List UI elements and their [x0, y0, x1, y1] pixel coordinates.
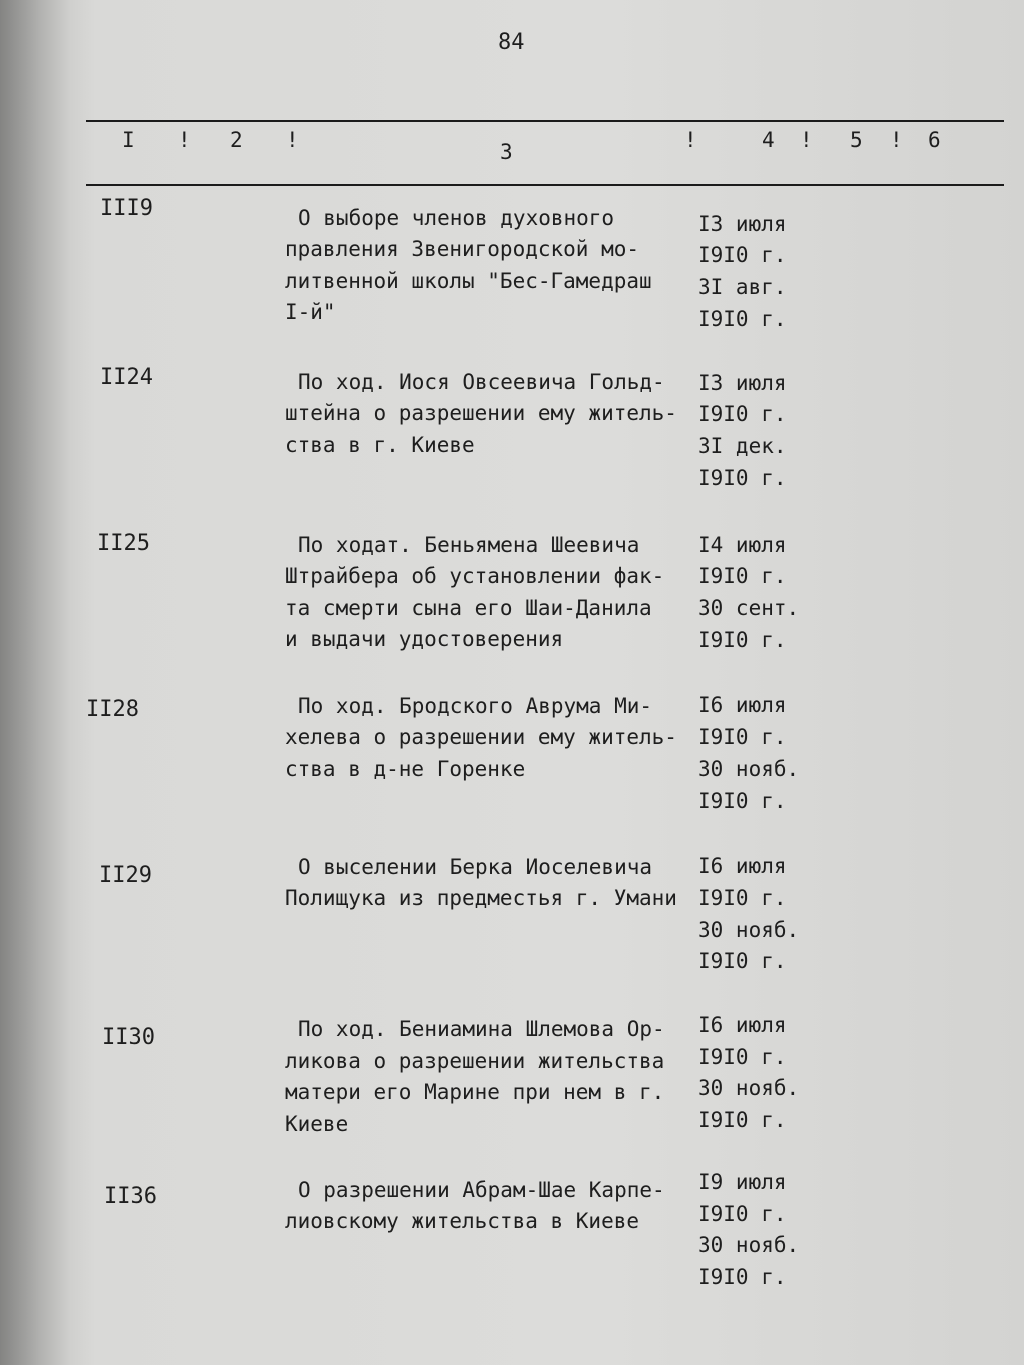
header-bottom-rule [86, 184, 1004, 186]
binding-shadow [0, 0, 70, 1365]
record-date-line: 30 нояб. [698, 918, 800, 942]
record-description-line: хелева о разрешении ему житель- [285, 725, 677, 749]
record-description-line: та смерти сына его Шаи-Данила [285, 596, 652, 620]
record-date-line: I9I0 г. [698, 466, 787, 490]
header-separator: ! [178, 128, 191, 152]
record-description-line: I-й" [285, 300, 336, 324]
record-number: II25 [97, 531, 150, 556]
record-date-line: I6 июля [698, 854, 787, 878]
record-date-line: I9I0 г. [698, 628, 787, 652]
record-number: III9 [100, 196, 153, 221]
record-number: II24 [100, 365, 153, 390]
header-col-2: 2 [230, 128, 243, 152]
record-number: II28 [86, 697, 139, 722]
record-description-line: штейна о разрешении ему житель- [285, 401, 677, 425]
record-description-line: По ход. Бениамина Шлемова Ор- [298, 1017, 665, 1041]
header-col-4: 4 [762, 128, 775, 152]
record-description-line: матери его Марине при нем в г. [285, 1080, 665, 1104]
record-date-line: I9I0 г. [698, 1108, 787, 1132]
page-number: 84 [498, 30, 525, 55]
record-date-line: I9I0 г. [698, 886, 787, 910]
record-date-line: I3 июля [698, 371, 787, 395]
record-date-line: I9I0 г. [698, 564, 787, 588]
record-description-line: правления Звенигородской мо- [285, 237, 640, 261]
record-date-line: I4 июля [698, 533, 787, 557]
record-date-line: 3I авг. [698, 275, 787, 299]
header-col-6: 6 [928, 128, 941, 152]
record-date-line: 30 нояб. [698, 1233, 800, 1257]
record-description-line: и выдачи удостоверения [285, 627, 564, 651]
record-date-line: 30 нояб. [698, 1076, 800, 1100]
record-date-line: I9I0 г. [698, 1202, 787, 1226]
record-description-line: О выборе членов духовного [298, 206, 615, 230]
record-date-line: I3 июля [698, 212, 787, 236]
record-description-line: О выселении Берка Иоселевича [298, 855, 653, 879]
record-number: II29 [99, 863, 152, 888]
record-date-line: 30 нояб. [698, 757, 800, 781]
record-date-line: 3I дек. [698, 434, 787, 458]
record-description-line: О разрешении Абрам-Шае Карпе- [298, 1178, 665, 1202]
record-date-line: I6 июля [698, 693, 787, 717]
header-separator: ! [286, 128, 299, 152]
record-description-line: лиовскому жительства в Киеве [285, 1209, 640, 1233]
record-description-line: ства в г. Киеве [285, 433, 475, 457]
header-col-3: 3 [500, 140, 513, 164]
record-date-line: I9 июля [698, 1170, 787, 1194]
record-description-line: ства в д-не Горенке [285, 757, 526, 781]
record-date-line: I6 июля [698, 1013, 787, 1037]
header-col-1: I [122, 128, 135, 152]
record-date-line: I9I0 г. [698, 1265, 787, 1289]
record-date-line: 30 сент. [698, 596, 800, 620]
record-description-line: Киеве [285, 1112, 349, 1136]
header-top-rule [86, 120, 1004, 122]
header-col-5: 5 [850, 128, 863, 152]
header-separator: ! [684, 128, 697, 152]
record-description-line: По ходат. Беньямена Шеевича [298, 533, 640, 557]
record-date-line: I9I0 г. [698, 725, 787, 749]
record-description-line: ликова о разрешении жительства [285, 1049, 665, 1073]
record-date-line: I9I0 г. [698, 949, 787, 973]
record-number: II36 [104, 1184, 157, 1209]
header-separator: ! [800, 128, 813, 152]
record-number: II30 [102, 1025, 155, 1050]
record-date-line: I9I0 г. [698, 1045, 787, 1069]
record-description-line: По ход. Иося Овсеевича Гольд- [298, 370, 665, 394]
record-description-line: По ход. Бродского Аврума Ми- [298, 694, 653, 718]
record-date-line: I9I0 г. [698, 402, 787, 426]
record-description-line: Штрайбера об установлении фак- [285, 564, 665, 588]
record-description-line: литвенной школы "Бес-Гамедраш [285, 269, 652, 293]
record-date-line: I9I0 г. [698, 243, 787, 267]
record-description-line: Полищука из предместья г. Умани [285, 886, 677, 910]
record-date-line: I9I0 г. [698, 307, 787, 331]
record-date-line: I9I0 г. [698, 789, 787, 813]
header-separator: ! [890, 128, 903, 152]
